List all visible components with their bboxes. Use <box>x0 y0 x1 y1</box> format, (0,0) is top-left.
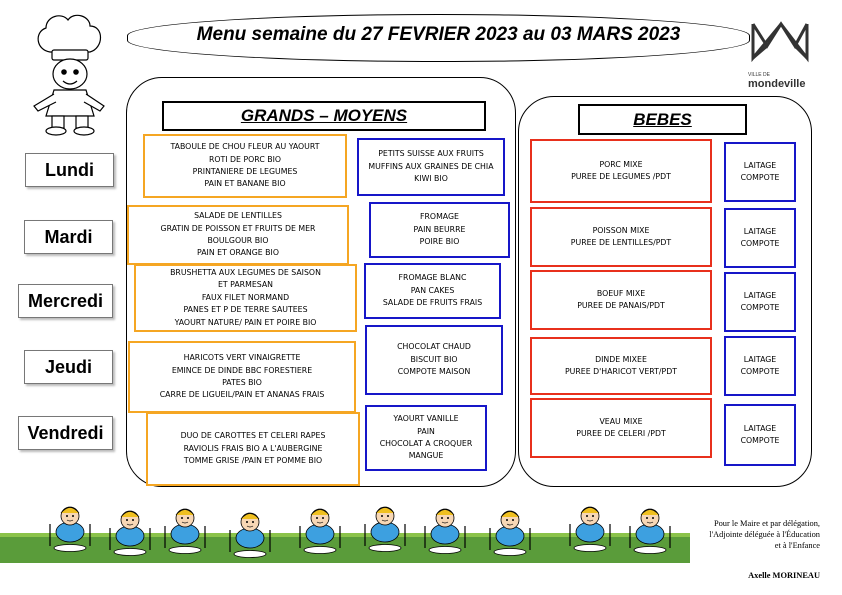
menu-line: PAIN ET BANANE BIO <box>204 179 286 189</box>
menu-line: PAIN ET ORANGE BIO <box>197 248 279 258</box>
menu-line: LAITAGE <box>743 290 777 300</box>
menu-line: KIWI BIO <box>414 174 448 184</box>
day-lundi: Lundi <box>25 153 114 187</box>
day-vendredi: Vendredi <box>18 416 113 450</box>
menu-line: VEAU MIXE <box>599 416 643 426</box>
menu-line: LAITAGE <box>743 423 777 433</box>
menu-line: HARICOTS VERT VINAIGRETTE <box>183 353 301 363</box>
menu-line: MUFFINS AUX GRAINES DE CHIA <box>368 161 494 171</box>
day-mercredi: Mercredi <box>18 284 113 318</box>
menu-line: FROMAGE <box>420 212 459 222</box>
menu-line: ET PARMESAN <box>217 280 274 290</box>
signature-line: Pour le Maire et par délégation, <box>713 519 820 528</box>
menu-line: SALADE DE FRUITS FRAIS <box>382 298 483 308</box>
menu-line: COMPOTE <box>740 436 780 445</box>
vendredi-bebe-gouter <box>724 404 796 466</box>
jeudi-bebe-gouter <box>724 336 796 396</box>
vendredi-bebe-menu <box>530 398 712 458</box>
menu-line: ROTI DE PORC BIO <box>208 154 282 164</box>
bebes-header: BEBES <box>578 104 747 135</box>
signature-line: l'Adjointe déléguée à l'Éducation <box>709 530 820 539</box>
mardi-main-menu <box>127 205 349 265</box>
menu-line: LAITAGE <box>743 226 777 236</box>
menu-line: RAVIOLIS FRAIS BIO A L'AUBERGINE <box>183 443 323 453</box>
menu-line: BOULGOUR BIO <box>207 236 269 245</box>
menu-line: PUREE DE LEGUMES /PDT <box>571 172 671 181</box>
menu-line: POIRE BIO <box>419 237 460 247</box>
menu-line: BRUSHETTA AUX LEGUMES DE SAISON <box>170 267 321 277</box>
menu-line: PATES BIO <box>222 378 262 387</box>
menu-line: PORC MIXE <box>599 159 643 169</box>
menu-line: PAIN BEURRE <box>413 224 466 234</box>
menu-line: SALADE DE LENTILLES <box>194 211 282 221</box>
menu-line: GRATIN DE POISSON ET FRUITS DE MER <box>160 223 316 233</box>
menu-line: CHOCOLAT A CROQUER <box>379 439 473 448</box>
mardi-gouter <box>369 202 510 258</box>
menu-line: LAITAGE <box>743 160 777 170</box>
children-at-table-illustration <box>0 490 690 572</box>
menu-line: DINDE MIXEE <box>595 354 647 364</box>
menu-line: PUREE DE LENTILLES/PDT <box>570 238 672 247</box>
grands-header: GRANDS – MOYENS <box>162 101 486 131</box>
menu-line: FAUX FILET NORMAND <box>201 292 290 302</box>
menu-line: PUREE D'HARICOT VERT/PDT <box>564 367 677 376</box>
menu-line: CHOCOLAT CHAUD <box>397 342 471 352</box>
menu-line: COMPOTE <box>740 367 780 376</box>
menu-line: EMINCE DE DINDE BBC FORESTIERE <box>171 365 313 375</box>
menu-line: PANES ET P DE TERRE SAUTEES <box>183 305 308 315</box>
menu-line: CARRE DE LIGUEIL/PAIN ET ANANAS FRAIS <box>159 390 325 400</box>
menu-line: BISCUIT BIO <box>410 354 458 364</box>
lundi-gouter <box>357 138 505 196</box>
menu-line: DUO DE CAROTTES ET CELERI RAPES <box>180 431 326 441</box>
jeudi-main-menu <box>128 341 356 413</box>
signature-name: Axelle MORINEAU <box>748 571 820 580</box>
mercredi-bebe-menu <box>530 270 712 330</box>
menu-line: PUREE DE CELERI /PDT <box>576 429 666 438</box>
jeudi-bebe-menu <box>530 337 712 395</box>
menu-line: BOEUF MIXE <box>596 288 646 298</box>
mercredi-bebe-gouter <box>724 272 796 332</box>
menu-line: PRINTANIERE DE LEGUMES <box>192 167 298 176</box>
page-title: Menu semaine du 27 FEVRIER 2023 au 03 MARS 2023 <box>196 24 681 45</box>
mercredi-gouter <box>364 263 501 319</box>
lundi-bebe-menu <box>530 139 712 203</box>
day-mardi: Mardi <box>24 220 113 254</box>
menu-line: TOMME GRISE /PAIN ET POMME BIO <box>183 456 323 466</box>
menu-line: MANGUE <box>408 451 444 461</box>
vendredi-gouter <box>365 405 487 471</box>
menu-line: LAITAGE <box>743 354 777 364</box>
menu-line: COMPOTE <box>740 239 780 248</box>
logo-name: mondeville <box>748 78 806 90</box>
jeudi-gouter <box>365 325 503 395</box>
menu-line: COMPOTE MAISON <box>397 367 471 377</box>
signature-block <box>660 518 820 551</box>
signature-line: et à l'Enfance <box>774 541 820 550</box>
mardi-bebe-menu <box>530 207 712 267</box>
mercredi-main-menu <box>134 264 357 332</box>
menu-line: YAOURT VANILLE <box>393 414 459 424</box>
logo-small-text: VILLE DE <box>748 72 770 78</box>
menu-line: PAIN <box>417 426 435 436</box>
menu-line: YAOURT NATURE/ PAIN ET POIRE BIO <box>174 317 317 327</box>
menu-line: POISSON MIXE <box>592 225 650 235</box>
menu-line: PUREE DE PANAIS/PDT <box>577 301 665 310</box>
mardi-bebe-gouter <box>724 208 796 268</box>
menu-line: PETITS SUISSE AUX FRUITS <box>378 149 484 159</box>
menu-line: FROMAGE BLANC <box>398 273 467 283</box>
lundi-bebe-gouter <box>724 142 796 202</box>
chef-illustration <box>28 12 110 136</box>
menu-line: PAN CAKES <box>410 285 455 295</box>
menu-line: COMPOTE <box>740 303 780 312</box>
day-jeudi: Jeudi <box>24 350 113 384</box>
menu-line: COMPOTE <box>740 173 780 182</box>
vendredi-main-menu <box>146 412 360 486</box>
menu-line: TABOULE DE CHOU FLEUR AU YAOURT <box>170 142 320 152</box>
lundi-main-menu <box>143 134 347 198</box>
